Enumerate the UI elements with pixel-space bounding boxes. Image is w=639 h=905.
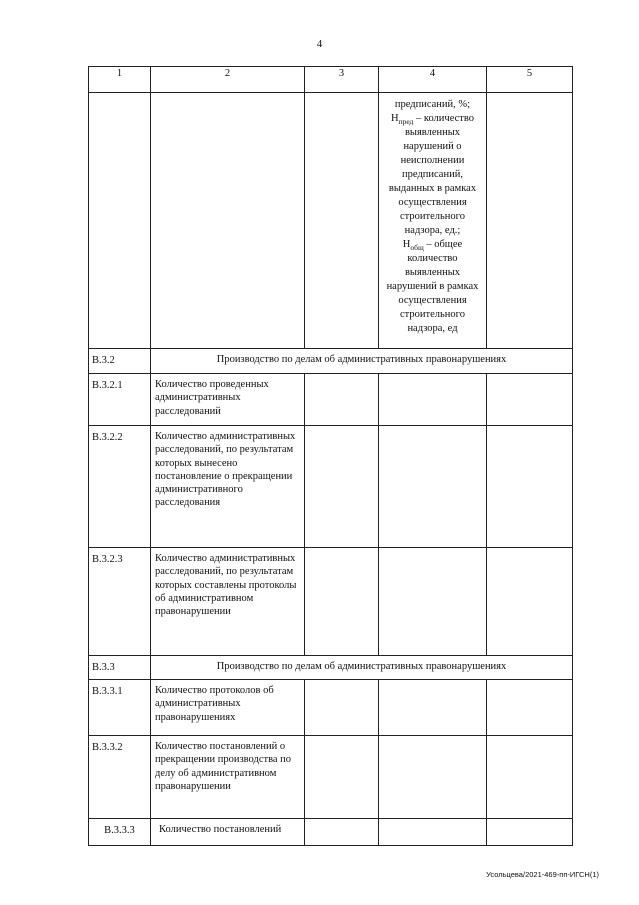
table-cell: [487, 548, 573, 656]
page-number: 4: [316, 38, 323, 50]
row-code: B.3.2.2: [89, 426, 151, 548]
table-cell: [379, 680, 487, 736]
table-cell: [487, 819, 573, 846]
continuation-row: [89, 93, 573, 349]
section-title: Производство по делам об административных правонарушениях: [151, 656, 573, 680]
row-description: Количество проведенных административных расследований: [151, 374, 305, 426]
row-description: Количество административных расследований, по результатам которых составлены протоколы об административном правонарушении: [151, 548, 305, 656]
row-code: B.3.3.1: [89, 680, 151, 736]
formula-variables-cell: [379, 93, 487, 349]
row-description: Количество протоколов об административных правонарушениях: [151, 680, 305, 736]
row-code: B.3.3.3: [89, 819, 151, 846]
table-cell: [487, 93, 573, 349]
formula-line-percent: предписаний, %;: [394, 99, 471, 110]
var-n-obsh: $Н_{общ}$: [402, 239, 424, 253]
table-cell: [89, 93, 151, 349]
table-cell: [305, 819, 379, 846]
section-row: [89, 656, 573, 680]
header-col-1: 1: [89, 67, 151, 93]
indicators-table: [88, 66, 573, 846]
table-cell: [151, 93, 305, 349]
table-cell: [305, 736, 379, 819]
header-col-2: 2: [151, 67, 305, 93]
row-description: Количество постановлений: [151, 819, 305, 846]
table-row: [89, 819, 573, 846]
table-cell: [379, 426, 487, 548]
section-row: [89, 349, 573, 374]
var-n-obsh-desc: – общее количество выявленных нарушений в рамках осуществления строительного надзора, ед: [386, 239, 479, 334]
table-cell: [487, 426, 573, 548]
header-col-3: 3: [305, 67, 379, 93]
row-code: B.3.3.2: [89, 736, 151, 819]
table-cell: [379, 819, 487, 846]
row-code: B.3.2.1: [89, 374, 151, 426]
table-cell: [305, 680, 379, 736]
table-cell: [305, 548, 379, 656]
table-row: [89, 680, 573, 736]
row-description: Количество административных расследований, по результатам которых вынесено постановление о прекращении административного расследования: [151, 426, 305, 548]
header-col-5: 5: [487, 67, 573, 93]
row-code: B.3.2.3: [89, 548, 151, 656]
var-n-pred: $Н_{пред}$: [390, 113, 414, 127]
table-row: [89, 426, 573, 548]
section-title: Производство по делам об административных правонарушениях: [151, 349, 573, 374]
row-description: Количество постановлений о прекращении производства по делу об административном правонарушении: [151, 736, 305, 819]
table-header-row: [89, 67, 573, 93]
table-cell: [487, 736, 573, 819]
row-code: B.3.2: [89, 349, 151, 374]
table-cell: [379, 736, 487, 819]
row-code: B.3.3: [89, 656, 151, 680]
table-cell: [305, 426, 379, 548]
table-cell: [487, 374, 573, 426]
var-n-pred-desc: – количество выявленных нарушений о неисполнении предписаний, выданных в рамках осуществления строительного надзора, ед.;: [388, 113, 477, 236]
table-cell: [305, 93, 379, 349]
table-cell: [487, 680, 573, 736]
table-row: [89, 374, 573, 426]
header-col-4: 4: [379, 67, 487, 93]
table-row: [89, 548, 573, 656]
table-cell: [379, 374, 487, 426]
document-footer-id: Усольцева/2021-469-пп-ИГСН(1): [486, 870, 599, 879]
table-row: [89, 736, 573, 819]
table-cell: [379, 548, 487, 656]
table-cell: [305, 374, 379, 426]
